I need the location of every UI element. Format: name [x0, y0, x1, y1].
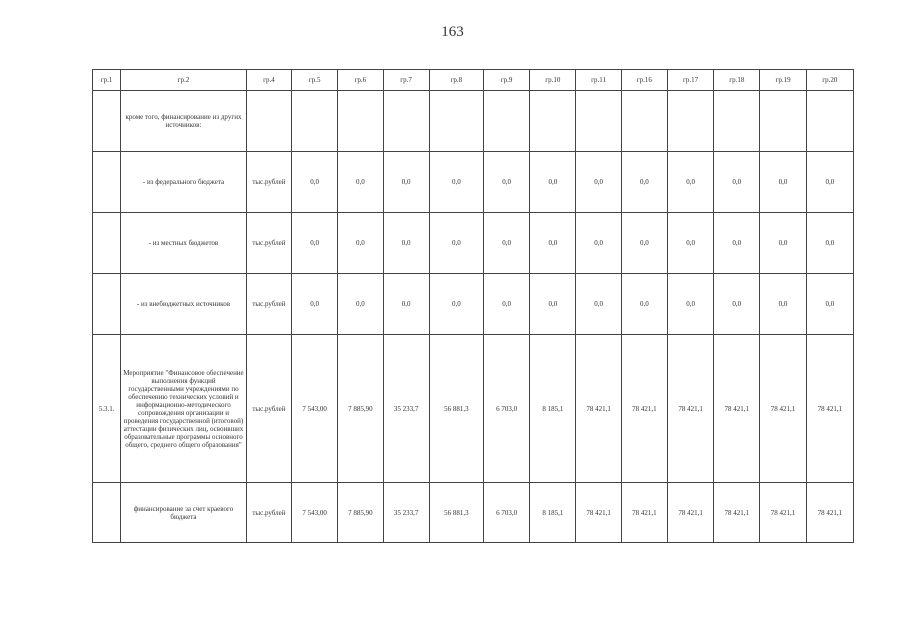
value-cell: 0,0 [484, 152, 530, 213]
row-unit: тыс.рублей [246, 335, 291, 483]
value-cell: 0,0 [806, 152, 853, 213]
table-row [93, 91, 854, 152]
column-header: гр.19 [760, 70, 806, 91]
column-header: гр.8 [429, 70, 483, 91]
column-header: гр.2 [121, 70, 247, 91]
value-cell [714, 91, 760, 152]
value-cell: 0,0 [292, 274, 338, 335]
row-description: Мероприятие "Финансовое обеспечение выполнения функций государственными учреждениями по обеспечению технических условий и информационно-методического сопровождения организации и проведения государственной (итоговой) аттестации физических лиц, освоивших образовательные программы основного общего, среднего общего образования" [121, 335, 247, 483]
column-header: гр.1 [93, 70, 121, 91]
column-header: гр.5 [292, 70, 338, 91]
value-cell: 78 421,1 [714, 483, 760, 543]
value-cell: 0,0 [667, 152, 713, 213]
value-cell: 7 885,90 [338, 483, 383, 543]
value-cell: 56 881,3 [429, 335, 483, 483]
value-cell: 0,0 [429, 274, 483, 335]
value-cell: 0,0 [530, 213, 576, 274]
value-cell: 78 421,1 [806, 335, 853, 483]
value-cell: 0,0 [292, 152, 338, 213]
table-row [93, 213, 854, 274]
value-cell: 78 421,1 [621, 483, 667, 543]
value-cell: 0,0 [429, 152, 483, 213]
header-row [93, 70, 854, 91]
value-cell: 0,0 [576, 213, 621, 274]
row-description: финансирование за счет краевого бюджета [121, 483, 247, 543]
value-cell: 78 421,1 [621, 335, 667, 483]
value-cell: 7 543,00 [292, 483, 338, 543]
value-cell: 35 233,7 [383, 335, 429, 483]
value-cell: 78 421,1 [760, 335, 806, 483]
value-cell: 0,0 [383, 152, 429, 213]
value-cell: 0,0 [484, 274, 530, 335]
value-cell [292, 91, 338, 152]
row-description: - из местных бюджетов [121, 213, 247, 274]
value-cell: 0,0 [714, 152, 760, 213]
value-cell [621, 91, 667, 152]
column-header: гр.16 [621, 70, 667, 91]
value-cell: 0,0 [429, 213, 483, 274]
value-cell: 6 703,0 [484, 335, 530, 483]
row-unit: тыс.рублей [246, 152, 291, 213]
value-cell: 0,0 [760, 213, 806, 274]
value-cell: 78 421,1 [576, 335, 621, 483]
value-cell: 78 421,1 [760, 483, 806, 543]
value-cell: 78 421,1 [714, 335, 760, 483]
value-cell [760, 91, 806, 152]
value-cell: 0,0 [714, 274, 760, 335]
column-header: гр.10 [530, 70, 576, 91]
value-cell: 0,0 [338, 213, 383, 274]
row-number [93, 213, 121, 274]
budget-table [92, 69, 854, 543]
value-cell: 0,0 [714, 213, 760, 274]
value-cell [429, 91, 483, 152]
row-number [93, 152, 121, 213]
value-cell: 7 543,00 [292, 335, 338, 483]
row-description: - из внебюджетных источников [121, 274, 247, 335]
table-row [93, 274, 854, 335]
value-cell: 8 185,1 [530, 335, 576, 483]
row-number [93, 274, 121, 335]
row-unit: тыс.рублей [246, 274, 291, 335]
value-cell: 0,0 [621, 152, 667, 213]
value-cell: 8 185,1 [530, 483, 576, 543]
value-cell: 56 881,3 [429, 483, 483, 543]
column-header: гр.4 [246, 70, 291, 91]
value-cell: 78 421,1 [667, 335, 713, 483]
row-unit: тыс.рублей [246, 483, 291, 543]
value-cell: 7 885,90 [338, 335, 383, 483]
value-cell: 0,0 [806, 274, 853, 335]
value-cell: 0,0 [806, 213, 853, 274]
page-number: 163 [441, 24, 464, 40]
value-cell: 0,0 [338, 152, 383, 213]
value-cell: 35 233,7 [383, 483, 429, 543]
value-cell: 0,0 [621, 274, 667, 335]
value-cell: 0,0 [484, 213, 530, 274]
value-cell [338, 91, 383, 152]
value-cell [484, 91, 530, 152]
row-number [93, 91, 121, 152]
value-cell [667, 91, 713, 152]
value-cell [806, 91, 853, 152]
column-header: гр.17 [667, 70, 713, 91]
value-cell: 0,0 [530, 274, 576, 335]
value-cell: 0,0 [576, 274, 621, 335]
value-cell [576, 91, 621, 152]
value-cell: 0,0 [576, 152, 621, 213]
row-unit: тыс.рублей [246, 213, 291, 274]
value-cell: 0,0 [292, 213, 338, 274]
value-cell [383, 91, 429, 152]
row-description: кроме того, финансирование из других источников: [121, 91, 247, 152]
value-cell: 78 421,1 [576, 483, 621, 543]
value-cell: 0,0 [760, 152, 806, 213]
value-cell [530, 91, 576, 152]
value-cell: 0,0 [760, 274, 806, 335]
row-number [93, 483, 121, 543]
value-cell: 0,0 [667, 213, 713, 274]
value-cell: 78 421,1 [806, 483, 853, 543]
value-cell: 0,0 [621, 213, 667, 274]
value-cell: 78 421,1 [667, 483, 713, 543]
value-cell: 0,0 [667, 274, 713, 335]
row-unit [246, 91, 291, 152]
value-cell: 0,0 [383, 274, 429, 335]
table-row [93, 152, 854, 213]
value-cell: 0,0 [530, 152, 576, 213]
table-row [93, 335, 854, 483]
column-header: гр.11 [576, 70, 621, 91]
column-header: гр.7 [383, 70, 429, 91]
row-description: - из федерального бюджета [121, 152, 247, 213]
column-header: гр.20 [806, 70, 853, 91]
value-cell: 0,0 [383, 213, 429, 274]
column-header: гр.9 [484, 70, 530, 91]
column-header: гр.6 [338, 70, 383, 91]
table-row [93, 483, 854, 543]
column-header: гр.18 [714, 70, 760, 91]
row-number: 5.3.1. [93, 335, 121, 483]
value-cell: 6 703,0 [484, 483, 530, 543]
value-cell: 0,0 [338, 274, 383, 335]
